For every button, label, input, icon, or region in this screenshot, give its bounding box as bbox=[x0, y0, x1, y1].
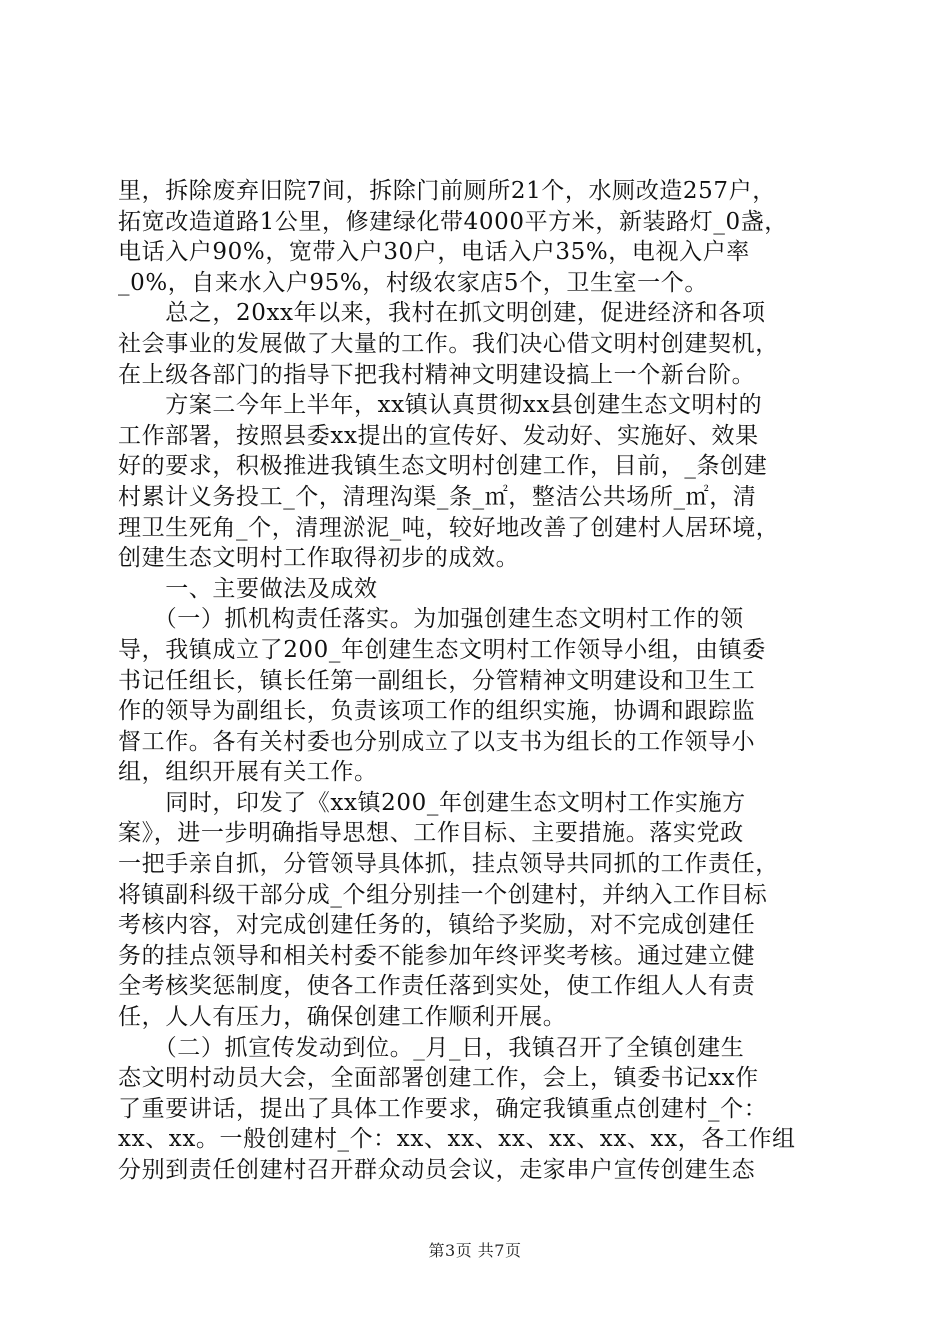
text-line: 一把手亲自抓，分管领导具体抓，挂点领导共同抓的工作责任， bbox=[118, 851, 779, 878]
text-line: 拓宽改造道路1公里，修建绿化带4000平方米，新装路灯_0盏， bbox=[118, 208, 788, 235]
text-line: 分别到责任创建村召开群众动员会议，走家串户宣传创建生态 bbox=[118, 1157, 756, 1183]
text-line: 在上级各部门的指导下把我村精神文明建设搞上一个新台阶。 bbox=[118, 361, 756, 388]
text-line: 考核内容，对完成创建任务的，镇给予奖励，对不完成创建任 bbox=[118, 912, 756, 939]
document-body bbox=[118, 176, 834, 1186]
text-line: 书记任组长，镇长任第一副组长，分管精神文明建设和卫生工 bbox=[118, 667, 756, 694]
text-line: 总之，20xx年以来，我村在抓文明创建，促进经济和各项 bbox=[118, 300, 766, 327]
text-line: 社会事业的发展做了大量的工作。我们决心借文明村创建契机， bbox=[118, 330, 779, 357]
text-line: 好的要求，积极推进我镇生态文明村创建工作，目前，_条创建 bbox=[118, 453, 768, 480]
text-line: 方案二今年上半年，xx镇认真贯彻xx县创建生态文明村的 bbox=[118, 392, 763, 419]
text-line: 将镇副科级干部分成_个组分别挂一个创建村，并纳入工作目标 bbox=[118, 881, 768, 908]
text-line: 全考核奖惩制度，使各工作责任落到实处，使工作组人人有责 bbox=[118, 973, 756, 1000]
text-line: 里，拆除废弃旧院7间，拆除门前厕所21个，水厕改造257户， bbox=[118, 178, 776, 204]
text-line: 督工作。各有关村委也分别成立了以支书为组长的工作领导小 bbox=[118, 728, 756, 755]
text-line: 案》，进一步明确指导思想、工作目标、主要措施。落实党政 bbox=[118, 820, 744, 847]
text-line: 创建生态文明村工作取得初步的成效。 bbox=[118, 545, 520, 572]
text-line: 务的挂点领导和相关村委不能参加年终评奖考核。通过建立健 bbox=[118, 942, 756, 969]
text-line: 任，人人有压力，确保创建工作顺利开展。 bbox=[118, 1004, 567, 1031]
text-line: （一）抓机构责任落实。为加强创建生态文明村工作的领 bbox=[118, 606, 744, 633]
text-line: 组，组织开展有关工作。 bbox=[118, 759, 378, 786]
text-line: _0%，自来水入户95%，村级农家店5个，卫生室一个。 bbox=[118, 269, 708, 296]
section-heading: 一、主要做法及成效 bbox=[118, 575, 378, 602]
text-line: 村累计义务投工_个，清理沟渠_条_㎡，整洁公共场所_㎡，清 bbox=[118, 483, 757, 510]
text-line: 工作部署，按照县委xx提出的宣传好、发动好、实施好、效果 bbox=[118, 422, 759, 449]
text-line: 态文明村动员大会，全面部署创建工作，会上，镇委书记xx作 bbox=[118, 1065, 759, 1092]
text-line: 作的领导为副组长，负责该项工作的组织实施，协调和跟踪监 bbox=[118, 698, 756, 725]
text-line: 导，我镇成立了200_年创建生态文明村工作领导小组，由镇委 bbox=[118, 636, 766, 663]
page-number-footer: 第3页 共7页 bbox=[428, 1241, 522, 1260]
text-line: 理卫生死角_个，清理淤泥_吨，较好地改善了创建村人居环境， bbox=[118, 514, 780, 541]
text-line: （二）抓宣传发动到位。_月_日，我镇召开了全镇创建生 bbox=[118, 1034, 745, 1061]
text-line: xx、xx。一般创建村_个：xx、xx、xx、xx、xx、xx，各工作组 bbox=[118, 1126, 796, 1153]
text-line: 了重要讲话，提出了具体工作要求，确定我镇重点创建村_个： bbox=[118, 1095, 768, 1122]
text-line: 电话入户90%，宽带入户30户，电话入户35%，电视入户率 bbox=[118, 239, 750, 266]
text-line: 同时，印发了《xx镇200_年创建生态文明村工作实施方 bbox=[118, 789, 746, 816]
